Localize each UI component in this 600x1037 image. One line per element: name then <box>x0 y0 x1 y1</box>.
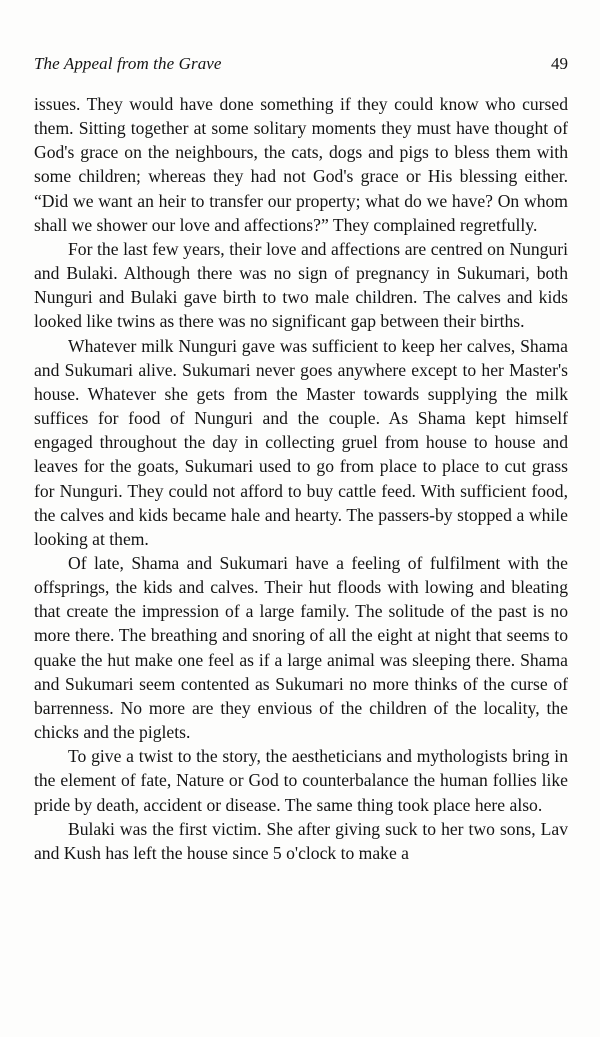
running-head <box>34 54 568 78</box>
paragraph: To give a twist to the story, the aestheticians and mythologists bring in the element of fate, Nature or God to counterbalance the human follies like pride by death, accident or disease. The same thing took place here also. <box>34 746 568 815</box>
running-title: The Appeal from the Grave <box>34 54 222 73</box>
paragraph: Bulaki was the first victim. She after giving suck to her two sons, Lav and Kush has left the house since 5 o'clock to make a <box>34 818 568 863</box>
paragraph: For the last few years, their love and affections are centred on Nunguri and Bulaki. Although there was no sign of pregnancy in Sukumari, both Nunguri and Bulaki gave birth to two male children. The calves and kids looked like twins as there was no significant gap between their births. <box>34 238 568 332</box>
page-number: 49 <box>551 54 568 73</box>
paragraph: Whatever milk Nunguri gave was sufficient to keep her calves, Shama and Sukumari alive. Sukumari never goes anywhere except to her Master's house. Whatever she gets from the Master towards supplying the milk suffices for food of Nunguri and the couple. As Shama kept himself engaged throughout the day in collecting gruel from house to house and leaves for the goats, Sukumari used to go from place to place to cut grass for Nunguri. They could not afford to buy cattle feed. With sufficient food, the calves and kids became hale and hearty. The passers-by stopped a while looking at them. <box>34 335 568 549</box>
body-text <box>34 92 568 865</box>
paragraph: Of late, Shama and Sukumari have a feeling of fulfilment with the offsprings, the kids and calves. Their hut floods with lowing and bleating that create the impression of a large family. The solitude of the past is no more there. The breathing and snoring of all the eight at night that seems to quake the hut make one feel as if a large animal was sleeping there. Shama and Sukumari seem contented as Sukumari no more thinks of the curse of barrenness. No more are they envious of the children of the locality, the chicks and the piglets. <box>34 552 568 743</box>
paragraph-continued: issues. They would have done something if they could know who cursed them. Sitting together at some solitary moments they must have thought of God's grace on the neighbours, the cats, dogs and pigs to bless them with some children; whereas they had not God's grace or His blessing either. “Did we want an heir to transfer our property; what do we have? On whom shall we shower our love and affections?” They complained regretfully. <box>34 94 568 235</box>
